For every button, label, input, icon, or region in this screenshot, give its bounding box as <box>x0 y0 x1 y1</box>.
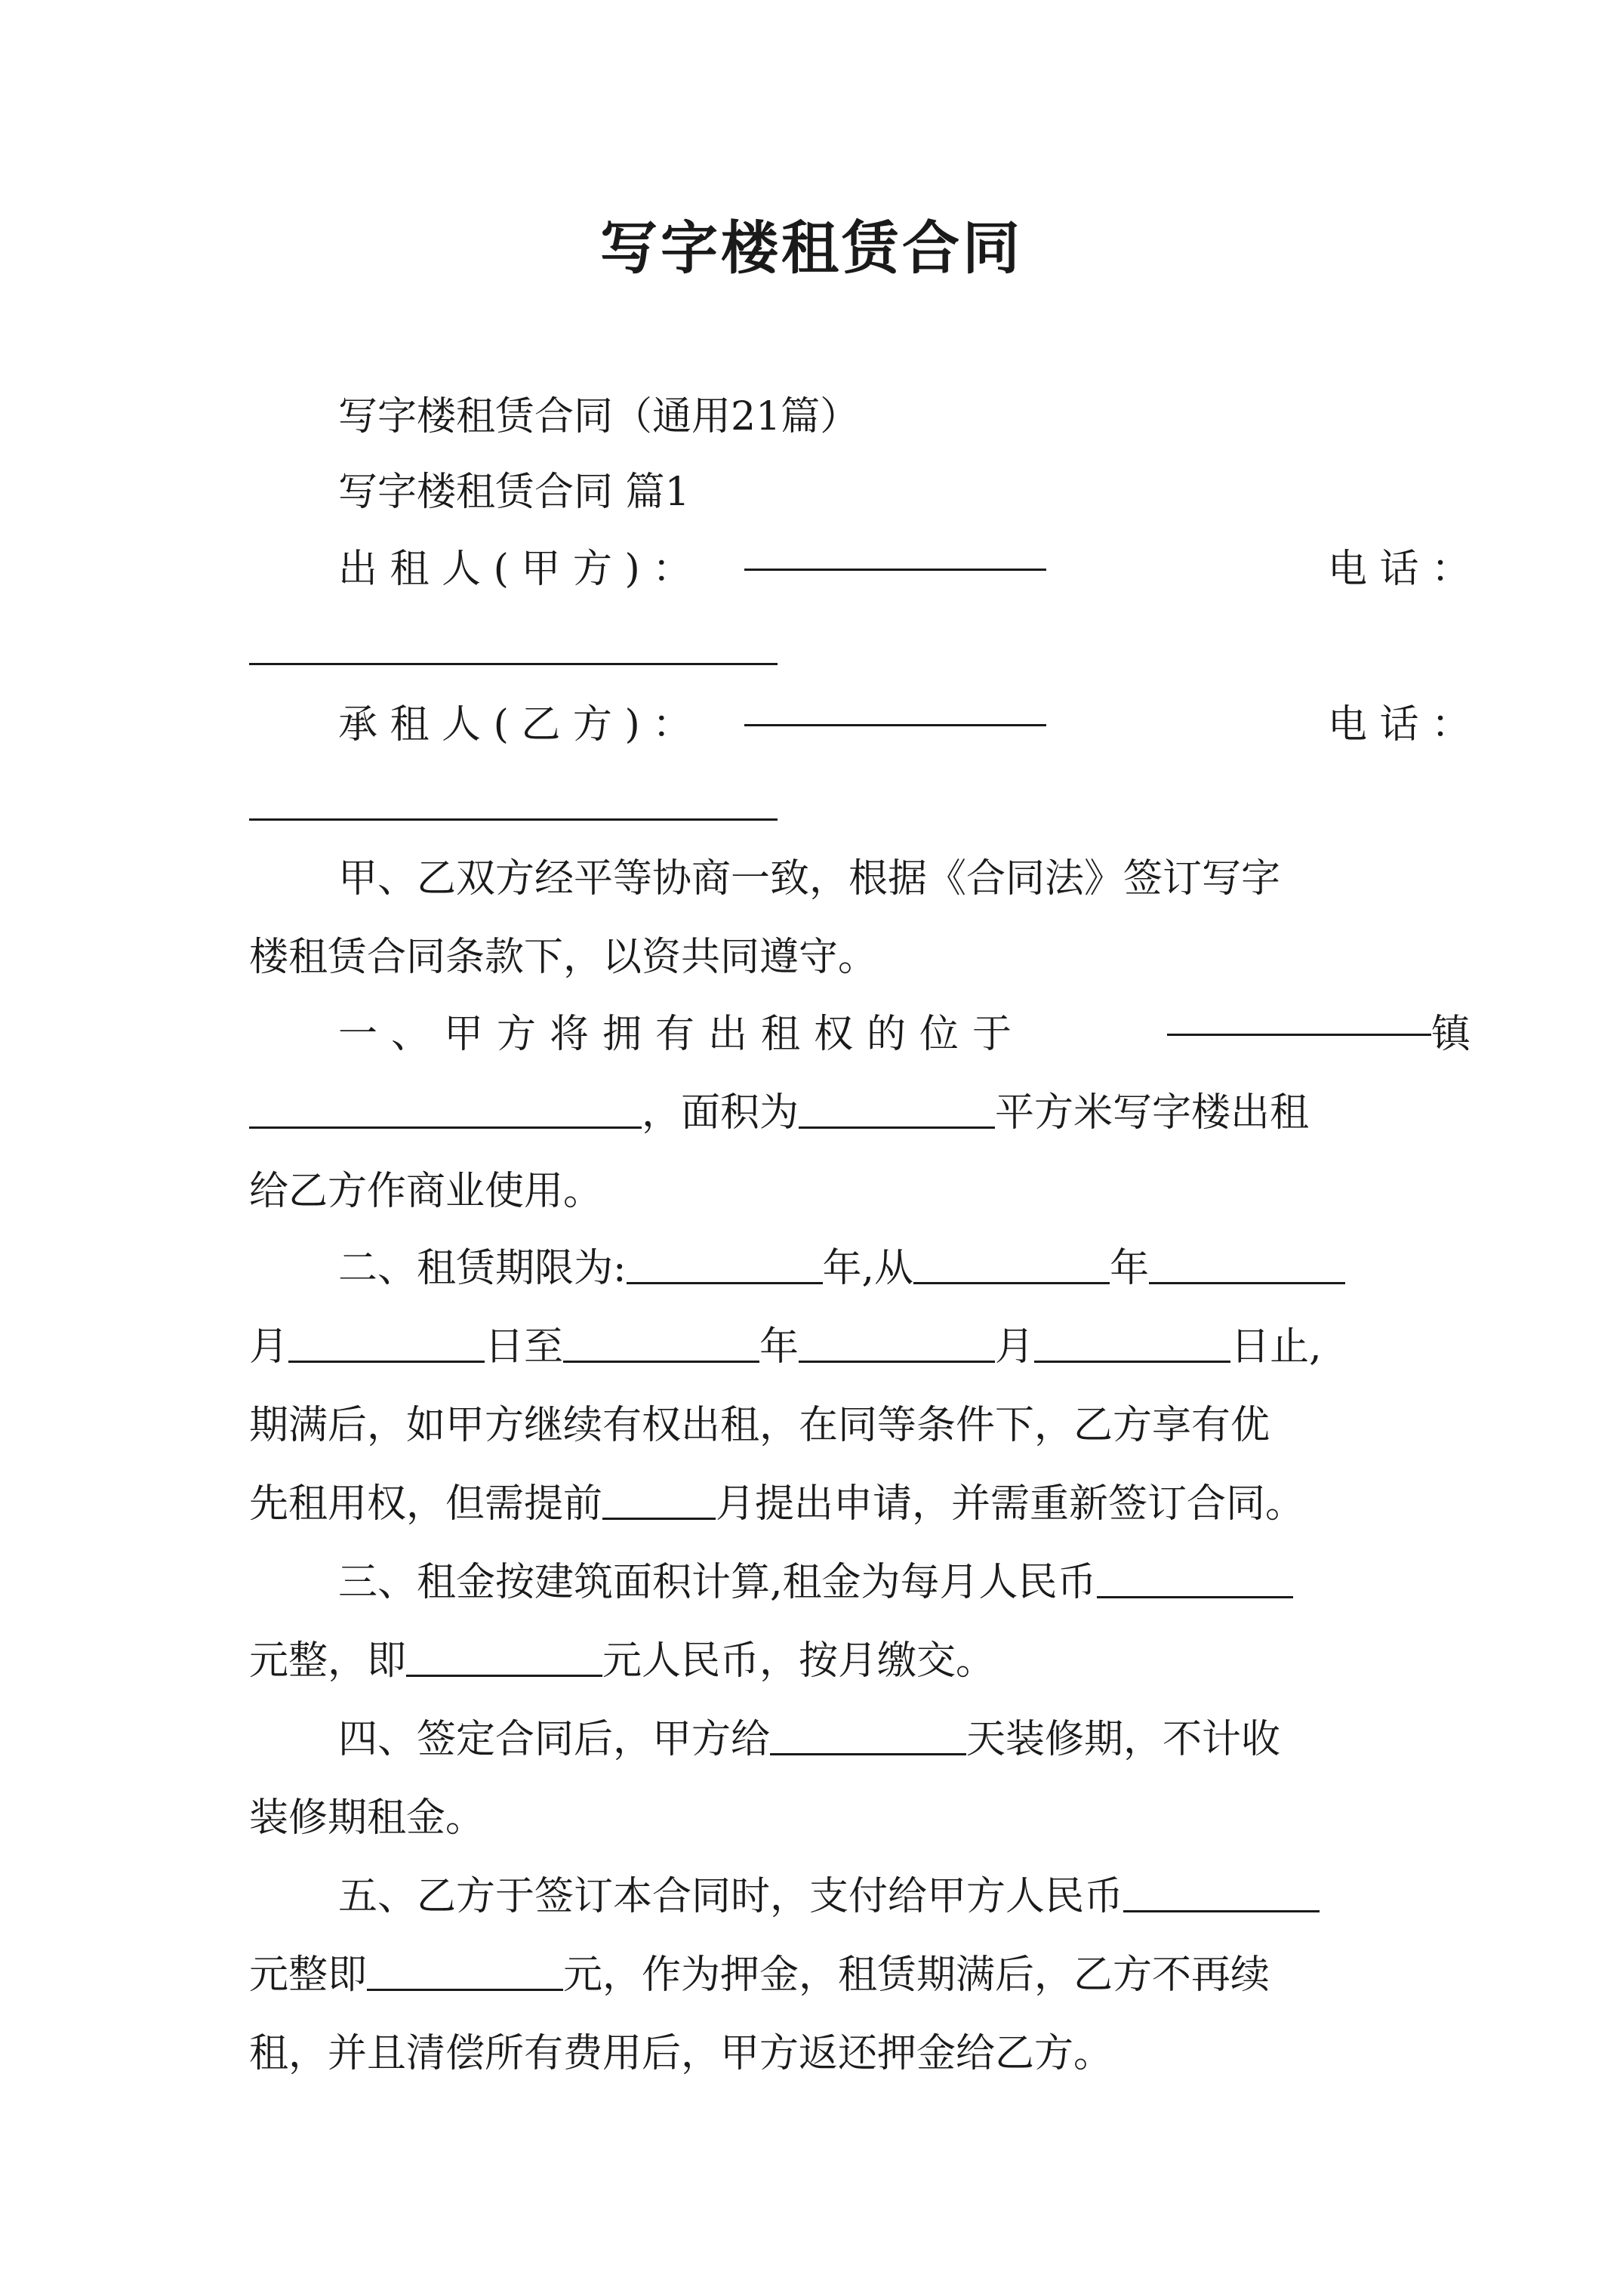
clause-1-text-a: 一、甲方将拥有出租权的位于 <box>338 1012 1026 1057</box>
clause-1-text-c: ，面积为 <box>642 1090 799 1136</box>
clause-1-location-blank <box>1167 1033 1431 1036</box>
clause-3-rent-words-blank <box>406 1674 602 1677</box>
clause-5-line-1 <box>249 1857 1471 1936</box>
clause-2-start-month-blank <box>1149 1281 1345 1284</box>
clause-2-end-day-blank <box>1034 1360 1230 1363</box>
clause-1-text-d: 平方米写字楼出租 <box>995 1090 1310 1136</box>
clause-2-text-c: 年 <box>1110 1246 1150 1291</box>
clause-2-text-d: 月 <box>249 1324 289 1370</box>
clause-5-deposit-words-blank <box>367 1988 563 1991</box>
clause-5-text-c: 元，作为押金，租赁期满后，乙方不再续 <box>563 1952 1270 1998</box>
lessor-row <box>249 530 1471 609</box>
intro-line-2: 楼租赁合同条款下，以资共同遵守。 <box>249 935 878 980</box>
clause-2-text-f: 年 <box>759 1324 799 1370</box>
clause-2-text-b: 年,从 <box>822 1246 914 1291</box>
lessee-label: 承 租 人 ( 乙 方 ) ： <box>338 702 692 747</box>
clause-5-text-a: 五、乙方于签订本合同时，支付给甲方人民币 <box>338 1874 1124 1919</box>
clause-3-text-c: 元人民币，按月缴交。 <box>602 1638 996 1684</box>
clause-3-line-1 <box>249 1543 1471 1622</box>
clause-4-text-a: 四、签定合同后，甲方给 <box>338 1717 771 1762</box>
clause-1-text-b: 镇 <box>1431 1012 1471 1057</box>
lessor-phone-label: 电 话 ： <box>1327 547 1471 592</box>
clause-2-text-e: 日至 <box>485 1324 564 1370</box>
document-title: 写字楼租赁合同 <box>600 214 1023 282</box>
clause-5-deposit-blank <box>1123 1909 1320 1912</box>
clause-3-text-a: 三、租金按建筑面积计算,租金为每月人民币 <box>338 1560 1097 1605</box>
clause-1-line-2 <box>249 1074 1381 1152</box>
clause-3-text-b: 元整，即 <box>249 1638 407 1684</box>
clause-2-line-2 <box>249 1308 1381 1386</box>
clause-3-rent-blank <box>1097 1595 1293 1598</box>
clause-5-line-3: 租，并且清偿所有费用后，甲方返还押金给乙方。 <box>249 2031 1113 2076</box>
clause-2-text-j: 先租用权，但需提前 <box>249 1481 603 1527</box>
clause-5-line-2 <box>249 1936 1381 2014</box>
section-heading: 写字楼租赁合同 篇1 <box>338 470 690 515</box>
clause-1-area-blank <box>799 1126 995 1129</box>
clause-2-years-blank <box>627 1281 823 1284</box>
clause-2-line-3: 期满后，如甲方继续有权出租，在同等条件下，乙方享有优 <box>249 1403 1270 1448</box>
clause-2-end-month-blank <box>799 1360 995 1363</box>
clause-5-text-b: 元整即 <box>249 1952 368 1998</box>
intro-line-1: 甲、乙双方经平等协商一致，根据《合同法》签订写字 <box>338 856 1281 901</box>
clause-2-text-k: 月提出申请，并需重新签订合同。 <box>716 1481 1305 1527</box>
clause-2-end-year-blank <box>563 1360 759 1363</box>
document-subtitle: 写字楼租赁合同（通用21篇） <box>338 394 860 439</box>
lessor-name-blank <box>744 568 1046 571</box>
clause-2-line-1 <box>249 1229 1471 1308</box>
lessee-phone-label: 电 话 ： <box>1327 702 1471 747</box>
lessor-phone-blank <box>249 663 778 665</box>
clause-2-text-h: 日止, <box>1230 1324 1322 1370</box>
clause-2-notice-blank <box>602 1517 716 1520</box>
clause-2-start-year-blank <box>913 1281 1110 1284</box>
clause-4-line-2: 装修期租金。 <box>249 1795 485 1841</box>
clause-1-line-1 <box>249 995 1471 1074</box>
clause-2-start-day-blank <box>288 1360 485 1363</box>
clause-1-address-blank <box>249 1126 642 1129</box>
lessee-phone-blank <box>249 818 778 821</box>
clause-2-text-a: 二、租赁期限为: <box>338 1246 627 1291</box>
clause-1-line-3: 给乙方作商业使用。 <box>249 1169 603 1214</box>
lessor-label: 出 租 人 ( 甲 方 ) ： <box>338 547 692 592</box>
clause-3-line-2 <box>249 1622 1381 1700</box>
clause-4-line-1 <box>249 1700 1471 1779</box>
clause-4-days-blank <box>770 1752 966 1755</box>
clause-2-line-4 <box>249 1465 1381 1543</box>
lessee-row <box>249 686 1471 764</box>
lessee-name-blank <box>744 723 1046 726</box>
clause-2-text-g: 月 <box>995 1324 1035 1370</box>
clause-4-text-b: 天装修期，不计收 <box>966 1717 1281 1762</box>
